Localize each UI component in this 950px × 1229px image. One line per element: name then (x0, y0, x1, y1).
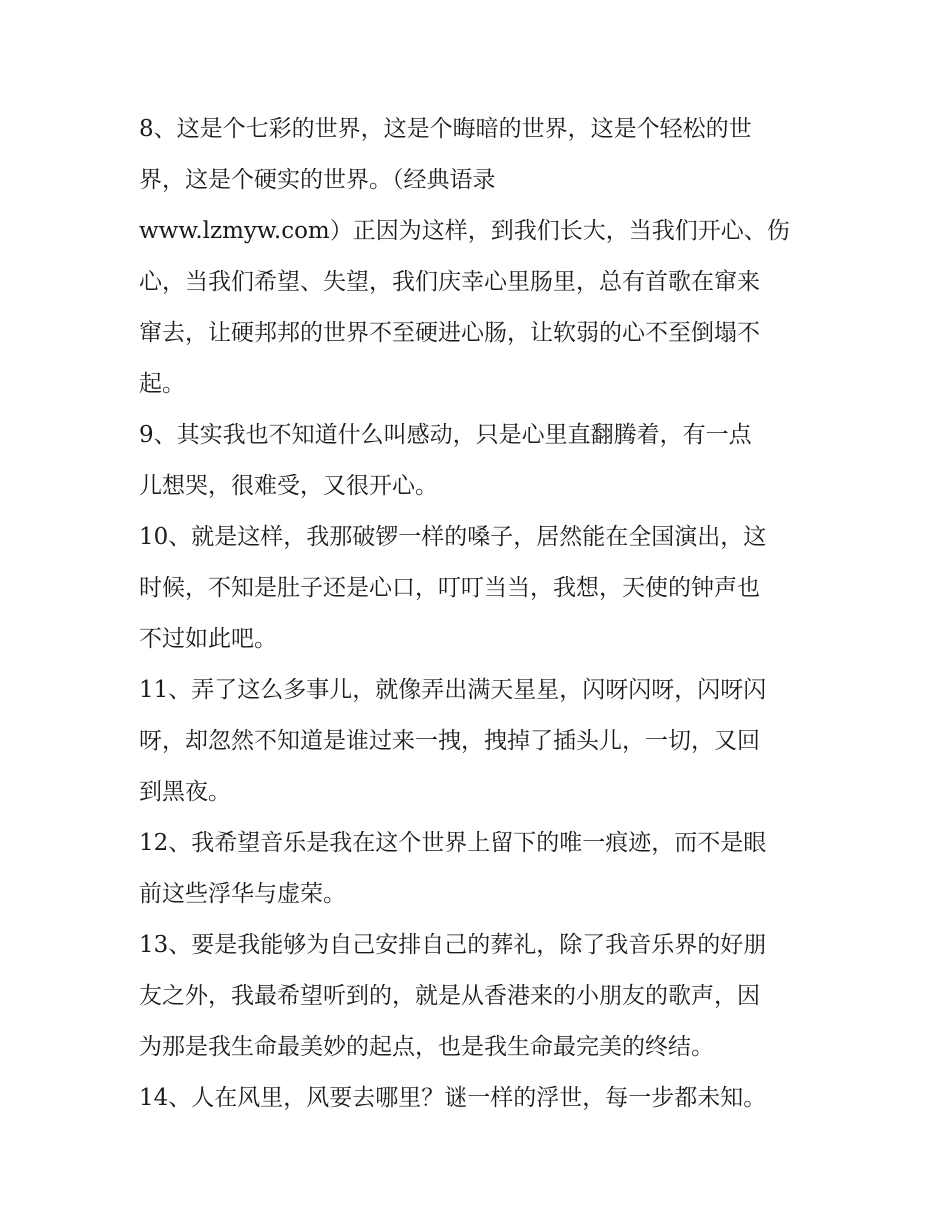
paragraph-8 (139, 104, 819, 410)
paragraph-11 (139, 665, 819, 818)
text-line: 为那是我生命最美妙的起点，也是我生命最完美的终结。 (139, 1034, 714, 1060)
text-line: www.lzmyw.com）正因为这样，到我们长大，当我们开心、伤 (139, 218, 790, 244)
text-line: 不过如此吧。 (139, 626, 277, 652)
document-body (139, 104, 819, 1124)
paragraph-10 (139, 512, 819, 665)
text-line: 10、就是这样，我那破锣一样的嗓子，居然能在全国演出，这 (139, 524, 767, 550)
text-line: 时候，不知是肚子还是心口，叮叮当当，我想，天使的钟声也 (139, 575, 760, 601)
paragraph-9 (139, 410, 819, 512)
paragraph-13 (139, 920, 819, 1073)
text-line: 14、人在风里，风要去哪里？谜一样的浮世，每一步都未知。 (139, 1085, 767, 1111)
text-line: 界，这是个硬实的世界。（经典语录 (139, 167, 496, 193)
text-line: 儿想哭，很难受，又很开心。 (139, 473, 438, 499)
text-line: 到黑夜。 (139, 779, 231, 805)
text-line: 11、弄了这么多事儿，就像弄出满天星星，闪呀闪呀，闪呀闪 (139, 677, 767, 703)
text-line: 呀，却忽然不知道是谁过来一拽，拽掉了插头儿，一切，又回 (139, 728, 760, 754)
text-line: 8、这是个七彩的世界，这是个晦暗的世界，这是个轻松的世 (139, 116, 752, 142)
text-line: 前这些浮华与虚荣。 (139, 881, 346, 907)
text-line: 12、我希望音乐是我在这个世界上留下的唯一痕迹，而不是眼 (139, 830, 767, 856)
paragraph-14 (139, 1073, 819, 1124)
text-line: 窜去，让硬邦邦的世界不至硬进心肠，让软弱的心不至倒塌不 (139, 320, 760, 346)
text-line: 13、要是我能够为自己安排自己的葬礼，除了我音乐界的好朋 (139, 932, 767, 958)
text-line: 友之外，我最希望听到的，就是从香港来的小朋友的歌声，因 (139, 983, 760, 1009)
text-line: 起。 (139, 371, 185, 397)
text-line: 心，当我们希望、失望，我们庆幸心里肠里，总有首歌在窜来 (139, 269, 760, 295)
text-line: 9、其实我也不知道什么叫感动，只是心里直翻腾着，有一点 (139, 422, 752, 448)
paragraph-12 (139, 818, 819, 920)
